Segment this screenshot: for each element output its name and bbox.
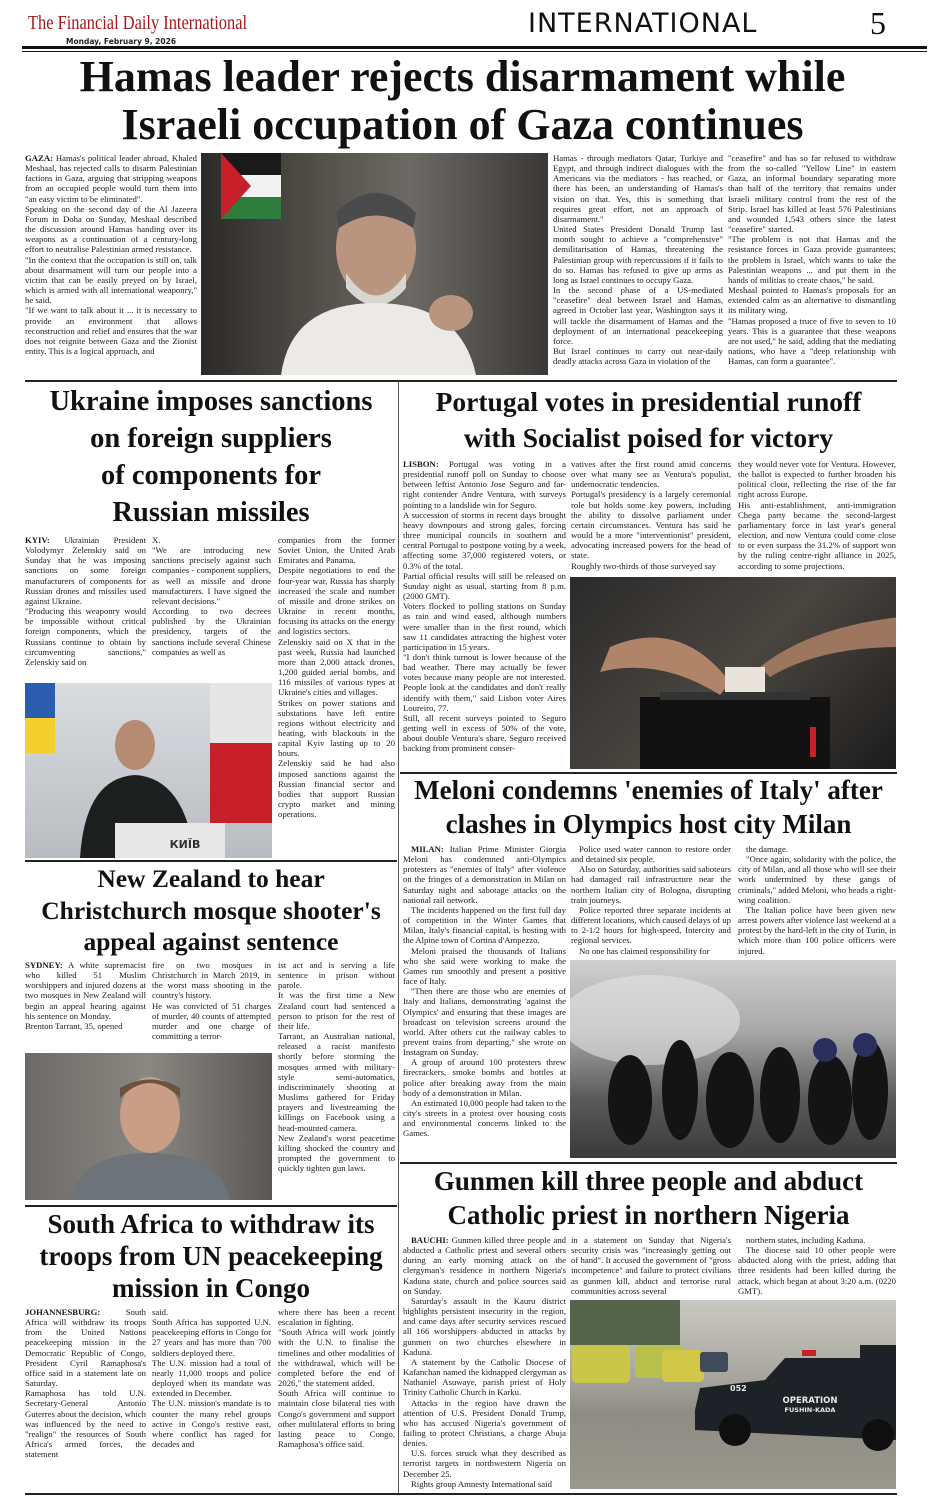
headline-line	[25, 926, 397, 958]
paragraph: said.	[152, 1307, 169, 1317]
truck-number-text: 052	[730, 1384, 747, 1393]
ukraine-column-1	[25, 535, 146, 681]
headline-line	[400, 774, 897, 808]
dateline: LISBON:	[403, 459, 439, 469]
section-divider	[25, 1205, 397, 1207]
paragraph: South Africa has supported U.N. peacekeeping efforts in Congo for 27 years and has more than 700 soldiers deployed there.	[152, 1317, 271, 1358]
paragraph: Despite negotiations to end the four-year war, Russia has sharply increased the scale and number of missile and drone strikes on Ukraine in recent months, focusing its attacks on the energy and logistics sectors.	[278, 565, 395, 637]
lead-headline	[25, 53, 900, 149]
paragraph: Zelenskiy said he had also imposed sanctions against the Russian financial sector and bodies that support Russian crypto market and mining operations.	[278, 758, 395, 820]
milan-column-3	[738, 844, 896, 958]
paragraph: Rights group Amnesty International said	[411, 1478, 552, 1489]
dateline: BAUCHI:	[411, 1235, 449, 1245]
issue-date: Monday, February 9, 2026	[66, 37, 177, 46]
paragraph	[25, 535, 146, 606]
paragraph: It was the first time a New Zealand court had sentenced a person to prison for the rest of their life.	[278, 990, 395, 1031]
paragraph: "I don't think turnout is lower because of the bad weather. There may actually be fewer votes because many people are not interested. People look at the candidates and don't really identify with them," said Lisbon voter Aires Loureiro, 77.	[403, 651, 566, 713]
headline-line-text: Catholic priest in northern Nigeria	[447, 1199, 850, 1230]
paragraph-text: Portugal was voting in a presidential runoff poll on Sunday to choose between leftist Antonio Jose Seguro and far-right contender Andre Ventura, with surveys pointing to a landslide win for Seguro.	[403, 459, 566, 510]
paragraph: Meshaal pointed to Hamas's proposals for an extended calm as an alternative to dismantling its military wing.	[728, 285, 896, 316]
photo-illustration	[25, 1053, 272, 1200]
portugal-headline	[400, 384, 897, 456]
nigeria-column-1	[403, 1235, 566, 1491]
paragraph: vatives after the first round amid concerns over what many see as Ventura's populist, undemocratic tendencies.	[571, 459, 731, 490]
headline-line	[400, 1199, 897, 1233]
milan-headline	[400, 774, 897, 841]
masthead-logo: The Financial Daily International	[28, 12, 248, 34]
gaza-column-1	[25, 153, 197, 377]
photo-sign-text: КИЇВ	[169, 838, 201, 851]
headline-line-text: Christchurch mosque shooter's	[41, 895, 381, 925]
section-divider	[400, 1162, 897, 1164]
paragraph: U.S. forces struck what they described as terrorist targets in northwestern Nigeria on December 25.	[403, 1448, 566, 1479]
paragraph-text: A white supremacist who killed 51 Muslim worshippers and injured dozens at two mosques in New Zealand will begin an appeal hearing against his sentence on Monday.	[25, 960, 146, 1021]
paragraph: No one has claimed responsibility for	[579, 945, 710, 956]
headline-line-text: Portugal votes in presidential runoff	[435, 386, 862, 417]
nigeria-column-2	[571, 1235, 731, 1297]
section-divider	[25, 380, 897, 382]
ukraine-headline	[25, 383, 397, 531]
paragraph: "South Africa will work jointly with the U.N. to finalise the timelines and other modalities of the withdrawal, which will be completed before the end of 2026," the statement added.	[278, 1327, 395, 1389]
paragraph: Attacks in the region have drawn the attention of U.S. President Donald Trump, who has accused Nigeria's government of failing to protect Christians, a charge Abuja denies.	[403, 1397, 566, 1449]
paragraph: The U.N. mission's mandate is to counter the many rebel groups active in Congo's restive east, where conflict has raged for decades and	[152, 1398, 271, 1450]
truck-livery-line: FUSHIN-KADA	[784, 1406, 836, 1414]
paragraph: the damage.	[746, 844, 788, 854]
headline-line-text: Ukraine imposes sanctions	[49, 386, 373, 417]
paragraph-text: Italian Prime Minister Giorgia Meloni has condemned anti-Olympics protesters as "enemies of Italy" after violence on the fringes of a demonstration in Milan on Saturday night and sabotage attacks on the national rail network.	[403, 844, 566, 905]
headline-line	[25, 494, 397, 531]
milan-column-2	[571, 844, 731, 958]
paragraph: Also on Saturday, authorities said saboteurs had damaged rail infrastructure near the northern Italian city of Bologna, disrupting train journeys.	[571, 864, 731, 905]
paragraph-text: Gunmen killed three people and abducted a Catholic priest and several others during an early morning attack on the clergyman's residence in northern Nigeria's Kaduna state, church and police sources said on Sunday.	[403, 1235, 566, 1296]
ukraine-column-3	[278, 535, 395, 860]
paragraph-text: South Africa will withdraw its troops from the United Nations peacekeeping mission in the Democratic Republic of Congo, President Cyril Ramaphosa's office said in a statement late on Saturday.	[25, 1307, 146, 1389]
headline-line	[400, 384, 897, 420]
headline-line-text: with Socialist poised for victory	[463, 422, 834, 453]
paragraph: "The problem is not that Hamas and the resistance forces in Gaza provide guarantees; the problem is Israel, which wants to take the Palestinian weapons ... and put them in the hands of militias to create chaos," he said.	[728, 234, 896, 285]
milan-column-1	[403, 844, 566, 1158]
paragraph: Roughly two-thirds of those surveyed say	[571, 560, 717, 571]
nigeria-column-3	[738, 1235, 896, 1297]
paragraph	[403, 459, 566, 510]
paragraph: Portugal's presidency is a largely ceremonial role but holds some key powers, including the ability to dissolve parliament under certain circumstances. Ventura has said he would be a more "interventionist" president, advocating increased powers for the head of state.	[571, 489, 731, 561]
paragraph: Still, all recent surveys pointed to Seguro getting well in excess of 50% of the vote, about double Ventura's share. Seguro received backing from prominent conser-	[403, 712, 566, 754]
headline-line-text: on foreign suppliers	[90, 423, 332, 454]
south-africa-headline	[25, 1208, 397, 1304]
paragraph: An estimated 10,000 people had taken to the city's streets in a protest over housing costs and environmental concerns linked to the Games.	[403, 1097, 566, 1139]
south-africa-column-3	[278, 1307, 395, 1491]
headline-line	[25, 1272, 397, 1304]
paragraph: He was convicted of 51 charges of murder, 40 counts of attempted murder and one charge of committing a terror-	[152, 1000, 271, 1042]
dateline: MILAN:	[411, 844, 444, 854]
ballot-box-photo	[570, 577, 896, 769]
headline-line	[400, 808, 897, 842]
paragraph: in a statement on Sunday that Nigeria's security crisis was "increasingly getting out of hand". It accused the government of "gross incompetence" and failure to protect civilians as gunmen kill, abduct and terrorise rural communities across several	[571, 1235, 731, 1296]
header-rule	[22, 46, 927, 49]
paragraph: fire on two mosques in Christchurch in March 2019, in the worst mass shooting in the country's history.	[152, 960, 271, 1001]
section-title: INTERNATIONAL	[528, 8, 758, 39]
nigeria-headline	[400, 1165, 897, 1232]
new-zealand-column-2	[152, 960, 271, 1052]
portugal-column-1	[403, 459, 566, 767]
column-divider	[398, 381, 399, 1493]
new-zealand-headline	[25, 863, 397, 958]
paragraph: "Then there are those who are enemies of Italy and Italians, demonstrating 'against the Olympics' and ensuring that these images are broadcast on television screens around the world. After others cut the railway cables to prevent trains from departing," she wrote on Instagram on Sunday.	[403, 986, 566, 1058]
paragraph: Hamas - through mediators Qatar, Turkiye and Egypt, and through indirect dialogues with the Americans via the mediators - has reached, or there has been, an understanding of Hamas's vision on that. Yes, this is something that requires great effort, not an approach of disarmament."	[553, 153, 723, 224]
paragraph: "In the context that the occupation is still on, talk about disarmament will turn our people into a victim that can be easily preyed on by Israel, which is armed with all international weaponry," he said.	[25, 254, 197, 306]
ukraine-column-2	[152, 535, 271, 681]
headline-line-text: of components for	[100, 460, 322, 491]
headline-line-text: Israeli occupation of Gaza continues	[121, 100, 804, 149]
meshaal-photo	[201, 153, 548, 375]
truck-livery-text	[765, 1396, 855, 1414]
headline-line	[400, 1165, 897, 1199]
paragraph: The incidents happened on the first full day of competition in the Winter Games that Milan, Italy's financial capital, is hosting with the Alpine town of Cortina d'Ampezzo.	[403, 904, 566, 946]
headline-line	[25, 1208, 397, 1240]
portugal-column-3	[738, 459, 896, 575]
paragraph: The diocese said 10 other people were abducted along with the priest, adding that three residents had been killed during the attack, which began at about 3:20 a.m. (0220 GMT).	[738, 1245, 896, 1296]
paragraph: A succession of storms in recent days brought heavy downpours and strong gales, forcing three municipal councils in southern and central Portugal to postpone voting by a week, affecting some 37,000 registered voters, or 0.3% of the total.	[403, 509, 566, 571]
paragraph: ist act and is serving a life sentence in prison without parole.	[278, 960, 395, 991]
paragraph	[25, 960, 146, 1021]
paragraph: where there has been a recent escalation in fighting.	[278, 1307, 395, 1328]
headline-line	[25, 383, 397, 420]
paragraph: Brenton Tarrant, 35, opened	[25, 1020, 123, 1031]
paragraph: Ramaphosa has told U.N. Secretary-General Antonio Guterres about the decision, which was influenced by the need to "realign" the resources of South Africa's armed forces, the statement	[25, 1388, 146, 1460]
paragraph: "ceasefire" and has so far refused to withdraw from the so-called "Yellow Line" in eastern Gaza, an informal boundary separating more than half of the territory that remains under Israeli military control from the rest of the Strip. Israel has killed at least 576 Palestinians and wounded 1,543 others since the latest "ceasefire" started.	[728, 153, 896, 235]
headline-line-text: Russian missiles	[112, 497, 310, 528]
paragraph: Partial official results will still be released on Sunday night as usual, starting from 8 p.m. (2000 GMT).	[403, 570, 566, 602]
paragraph: companies from the former Soviet Union, the United Arab Emirates and Panama.	[278, 535, 395, 566]
photo-illustration	[570, 960, 896, 1158]
paragraph: But Israel continues to carry out near-daily deadly attacks across Gaza in violation of the	[553, 345, 723, 367]
paragraph	[403, 1235, 566, 1296]
new-zealand-column-1	[25, 960, 146, 1052]
paragraph: New Zealand's worst peacetime killing shocked the country and prompted the government to quickly tighten gun laws.	[278, 1132, 395, 1174]
paragraph: "Hamas proposed a truce of five to seven to 10 years. This is a guarantee that these weapons are not used," he said, adding that the mediating nations, who have a "deep relationship with Hamas, can form a guarantee".	[728, 315, 896, 367]
headline-line	[25, 101, 900, 149]
headline-line-text: clashes in Olympics host city Milan	[445, 808, 852, 839]
headline-line-text: mission in Congo	[111, 1273, 311, 1303]
paragraph	[403, 844, 566, 905]
gaza-column-2	[553, 153, 723, 377]
paragraph: In the second phase of a US-mediated "ceasefire" deal between Israel and Hamas, agreed in October last year, Washington says it will tackle the disarmament of Hamas and the deployment of an international peacekeeping force.	[553, 285, 723, 346]
page-bottom-rule	[25, 1493, 897, 1495]
zelenskiy-photo	[25, 683, 272, 858]
headline-line	[400, 420, 897, 456]
section-divider	[25, 860, 397, 862]
paragraph-text: Hamas's political leader abroad, Khaled Meshaal, has rejected calls to disarm Palestinian factions in Gaza, arguing that stripping weapons from an occupied people would turn them into "an easy victim to be eliminated".	[25, 153, 197, 204]
headline-line-text: Meloni condemns 'enemies of Italy' after	[414, 775, 883, 805]
headline-line	[25, 457, 397, 494]
headline-line-text: appeal against sentence	[83, 927, 339, 956]
paragraph: A statement by the Catholic Diocese of Kafanchan named the kidnapped clergyman as Nathaniel Asuwaye, parish priest of Holy Trinity Catholic Church in Karku.	[403, 1356, 566, 1398]
photo-illustration	[570, 1300, 896, 1489]
headline-line-text: New Zealand to hear	[97, 864, 325, 893]
paragraph: United States President Donald Trump last month sought to achieve a "comprehensive" demilitarisation of Hamas, threatening the Palestinian group with repercussions if it fails to do so. Hamas has refused to give up arms as long as Israel continues to occupy Gaza.	[553, 224, 723, 285]
headline-line	[25, 1240, 397, 1272]
headline-line-text: Gunmen kill three people and abduct	[433, 1166, 864, 1196]
paragraph: northern states, including Kaduna.	[746, 1235, 866, 1245]
paragraph: Speaking on the second day of the Al Jazeera Forum in Doha on Sunday, Meshaal described the discussion around Hamas handing over its weapons as a continuation of a century-long effort to neutralise Palestinian armed resistance.	[25, 203, 197, 255]
paragraph: Tarrant, an Australian national, released a racist manifesto shortly before storming the mosques armed with military-style semi-automatics, indiscriminately shooting at Muslims gathered for Friday prayers and livestreaming the killings on Facebook using a head-mounted camera.	[278, 1031, 395, 1133]
truck-livery-line: OPERATION	[782, 1396, 838, 1406]
paragraph: Voters flocked to polling stations on Sunday as rain and wind eased, although numbers were smaller than in the first round, which saw 11 candidates attracting the highest voter participation in 15 years.	[403, 601, 566, 652]
paragraph: "If we want to talk about it ... it is necessary to provide an environment that allows reconstruction and relief and ensures that the war does not reignite between Gaza and the Zionist entity. This is a logical approach, and	[25, 305, 197, 356]
paragraph: His anti-establishment, anti-immigration Chega party became the second-largest parliamentary force in last year's general election, and now Ventura could come close to or even surpass the 31.2% of support won by the ruling centre-right alliance in 2025, according to some projections.	[738, 499, 896, 571]
photo-illustration	[201, 153, 548, 375]
paragraph	[25, 1307, 146, 1388]
headline-line	[25, 863, 397, 895]
headline-line	[25, 420, 397, 457]
portugal-column-2	[571, 459, 731, 575]
south-africa-column-1	[25, 1307, 146, 1491]
paragraph: According to two decrees published by the Ukrainian presidency, targets of the sanctions include several Chinese companies as well as	[152, 606, 271, 657]
headline-line	[25, 895, 397, 927]
headline-line-text: troops from UN peacekeeping	[39, 1241, 383, 1271]
paragraph: Strikes on power stations and substations have left entire regions without electricity and heating, with blackouts in the capital Kyiv lasting up to 20 hours.	[278, 697, 395, 759]
dateline: JOHANNESBURG:	[25, 1307, 101, 1317]
paragraph: The Italian police have been given new arrest powers after violence last weekend at a protest by the hard-left in the city of Turin, in which more than 100 police officers were injured.	[738, 904, 896, 956]
paragraph: "Once again, solidarity with the police, the city of Milan, and all those who will see their work undermined by these gangs of criminals," added Meloni, who heads a right-wing coalition.	[738, 854, 896, 905]
tarrant-photo	[25, 1053, 272, 1200]
paragraph: Police reported three separate incidents at different locations, which caused delays of up to 2-1/2 hours for high-speed, Intercity and regional services.	[571, 904, 731, 946]
paragraph: Police used water cannon to restore order and detained six people.	[571, 844, 731, 865]
headline-line	[25, 53, 900, 101]
paragraph: Saturday's assault in the Kauru district highlights persistent insecurity in the region, and came days after security services rescued all 166 worshippers abducted in attacks by gunmen on two churches elsewhere in Kaduna.	[403, 1295, 566, 1357]
south-africa-column-2	[152, 1307, 271, 1491]
dateline: GAZA:	[25, 153, 53, 163]
photo-illustration	[570, 577, 896, 769]
paragraph: A group of around 100 protesters threw firecrackers, smoke bombs and bottles at police after breaking away from the main body of a demonstration in Milan.	[403, 1057, 566, 1098]
paragraph: Meloni praised the thousands of Italians who she said were working to make the Games run smoothly and present a positive face of Italy.	[403, 945, 566, 987]
paragraph: "We are introducing new sanctions precisely against such companies - component suppliers, as well as missile and drone manufacturers. I have signed the relevant decisions."	[152, 545, 271, 606]
paragraph: they would never vote for Ventura. However, the ballot is expected to further broaden his political clout, reflecting the rise of the far right across Europe.	[738, 459, 896, 500]
dateline: KYIV:	[25, 535, 50, 545]
paragraph: South Africa will continue to maintain close bilateral ties with Congo's government and support other multilateral efforts to bring lasting peace to Congo, Ramaphosa's office said.	[278, 1388, 395, 1450]
dateline: SYDNEY:	[25, 960, 63, 970]
police-truck-photo	[570, 1300, 896, 1489]
milan-clashes-photo	[570, 960, 896, 1158]
photo-illustration	[25, 683, 272, 858]
new-zealand-column-3	[278, 960, 395, 1200]
paragraph: The U.N. mission had a total of nearly 11,000 troops and police deployed when its mandate was extended in December.	[152, 1357, 271, 1399]
page-number: 5	[870, 5, 886, 41]
paragraph: "Producing this weaponry would be impossible without critical foreign components, which the Russians continue to obtain by circumventing sanctions," Zelenskiy said on	[25, 606, 146, 667]
paragraph: Zelenskiy said on X that in the past week, Russia had launched more than 2,000 attack drones, 1,200 guided aerial bombs, and 116 missiles of various types at Ukraine's cities and villages.	[278, 636, 395, 698]
paragraph	[25, 153, 197, 204]
paragraph: X.	[152, 535, 161, 545]
paragraph-text: Ukrainian President Volodymyr Zelenskiy said on Sunday that he was imposing sanctions on some foreign manufacturers of components for Russian drones and missiles used against Ukraine.	[25, 535, 146, 606]
headline-line-text: South Africa to withdraw its	[47, 1209, 375, 1239]
gaza-column-3	[728, 153, 896, 377]
headline-line-text: Hamas leader rejects disarmament while	[79, 52, 846, 101]
